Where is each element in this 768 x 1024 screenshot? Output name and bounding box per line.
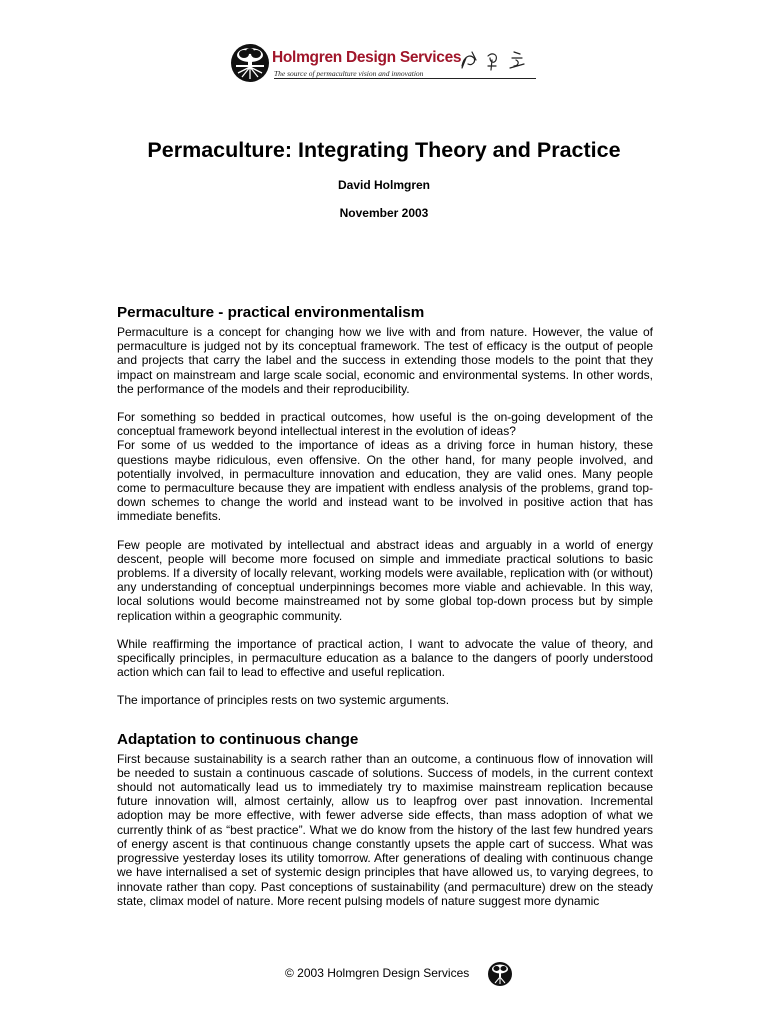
document-title: Permaculture: Integrating Theory and Practice [147,138,621,162]
paragraph: While reaffirming the importance of practical action, I want to advocate the value of theory, and specifically principles, in permaculture education as a balance to the dangers of poorly understood action which can fail to lead to effective and useful replication. [117,636,653,680]
paragraph: First because sustainability is a search rather than an outcome, a continuous flow of innovation will be needed to sustain a continuous cascade of solutions. Success of models, in the current context should not automatically lead us to immediately try to maximise mainstream replication because future innovation will, almost certainly, allow us to leapfrog over past innovation. Incremental adoption may be more effective, with fewer adverse side effects, than mass adoption of what we currently think of as “best practice”. What we do know from the history of the last few hundred years of energy ascent is that continuous change constantly upsets the apple cart of success. What was progressive yesterday loses its utility tomorrow. After generations of dealing with continuous change we have internalised a set of systemic design principles that have allowed us, to varying degrees, to innovate rather than copy. Past conceptions of sustainability (and permaculture) drew on the steady state, climax model of nature. More recent pulsing models of nature suggest more dynamic [117,751,653,908]
copyright-text: © 2003 Holmgren Design Services [285,966,470,980]
brand-name: Holmgren Design Services [272,49,462,66]
tree-roots-small-logo-icon [487,961,513,987]
paragraph: Few people are motivated by intellectual and abstract ideas and arguably in a world of energy descent, people will become more focused on simple and immediate practical solutions to basic problems. If a diversity of locally relevant, working models were available, replication with (or without) any understanding of conceptual underpinnings becomes more viable and achievable. In this way, local solutions would become mainstreamed not by some global top-down process but by simple replication within a geographic community. [117,537,653,623]
paragraph: Permaculture is a concept for changing how we live with and from nature. However, the value of permaculture is judged not by its conceptual framework. The test of efficacy is the output of people and projects that carry the label and the success in extending those models to the point that they impact on mainstream and large scale social, economic and environmental systems. In other words, the performance of the models and their reproducibility. [117,325,653,396]
tree-roots-logo-icon [230,43,270,83]
section-heading: Permaculture - practical environmentalism [117,304,425,321]
document-author: David Holmgren [337,178,430,192]
section-heading: Adaptation to continuous change [117,730,359,748]
document-date: November 2003 [339,206,429,220]
decorative-glyphs-icon [458,48,538,72]
paragraph: The importance of principles rests on two systemic arguments. [117,693,450,708]
paragraph: For something so bedded in practical outcomes, how useful is the on-going development of the conceptual framework beyond intellectual interest in the evolution of ideas? [117,410,653,439]
section-adaptation-to-change [117,730,653,908]
brand-underline [274,78,536,79]
page-header [230,40,540,84]
document-body [117,303,653,922]
section-practical-environmentalism [117,303,653,708]
brand-tagline: The source of permaculture vision and innovation [274,69,424,78]
paragraph: For some of us wedded to the importance of ideas as a driving force in human history, these questions maybe ridiculous, even offensive. On the other hand, for many people involved, and potentially involved, in permaculture innovation and education, they are valid ones. Many people come to permaculture because they are impatient with endless analysis of the problems, grand top-down schemes to change the world and instead want to be involved in positive action that has immediate benefits. [117,438,653,524]
